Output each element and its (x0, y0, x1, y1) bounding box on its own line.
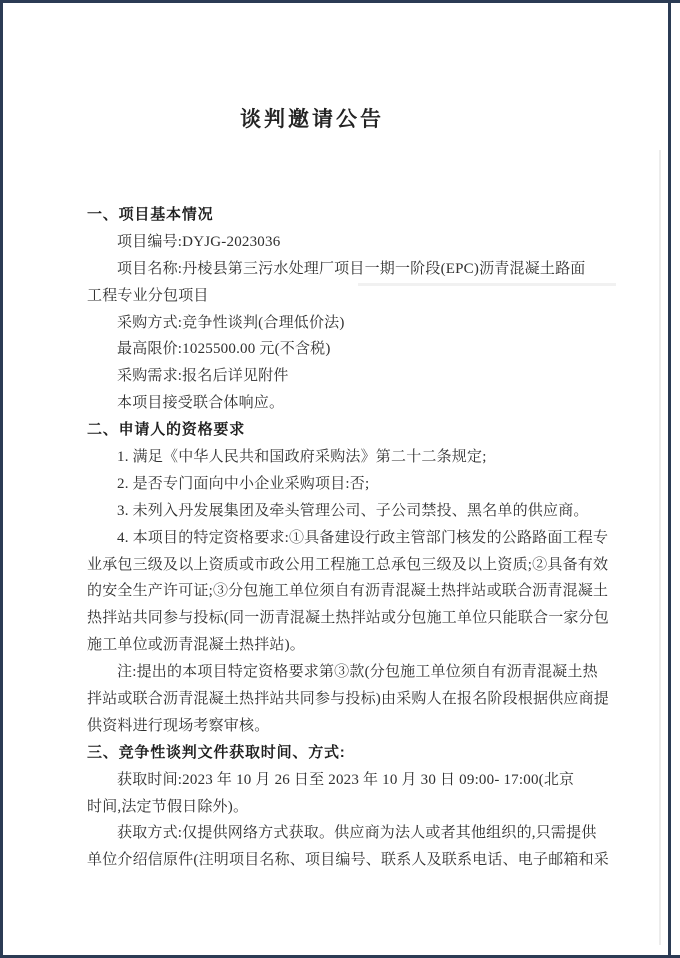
document-line: 拌站或联合沥青混凝土热拌站共同参与投标)由采购人在报名阶段根据供应商提 (87, 691, 609, 708)
document-line: 工程专业分包项目 (87, 287, 209, 304)
document-line: 采购需求:报名后详见附件 (117, 368, 289, 385)
document-line: 最高限价:1025500.00 元(不含税) (117, 341, 331, 358)
document-line: 热拌站共同参与投标(同一沥青混凝土热拌站或分包施工单位只能联合一家分包 (87, 610, 609, 627)
document-line: 时间,法定节假日除外)。 (87, 798, 249, 815)
document-line: 2. 是否专门面向中小企业采购项目:否; (117, 475, 370, 492)
document-line: 业承包三级及以上资质或市政公用工程施工总承包三级及以上资质;②具备有效 (87, 556, 609, 573)
scan-border-right (668, 0, 671, 958)
document-line: 获取方式:仅提供网络方式获取。供应商为法人或者其他组织的,只需提供 (117, 825, 597, 842)
document-line: 1. 满足《中华人民共和国政府采购法》第二十二条规定; (117, 449, 487, 466)
document-line: 项目名称:丹棱县第三污水处理厂项目一期一阶段(EPC)沥青混凝土路面 (117, 260, 586, 277)
document-line: 供资料进行现场考察审核。 (87, 717, 270, 734)
document-title: 谈判邀请公告 (240, 107, 384, 131)
scan-artifact-vline (659, 150, 661, 945)
document-line: 一、项目基本情况 (87, 206, 214, 223)
document-line: 本项目接受联合体响应。 (117, 395, 285, 412)
document-line: 4. 本项目的特定资格要求:①具备建设行政主管部门核发的公路路面工程专 (117, 529, 609, 546)
document-line: 项目编号:DYJG-2023036 (117, 233, 281, 250)
document-line: 施工单位或沥青混凝土热拌站)。 (87, 637, 305, 654)
document-line: 单位介绍信原件(注明项目名称、项目编号、联系人及联系电话、电子邮箱和采 (87, 852, 609, 869)
document-line: 获取时间:2023 年 10 月 26 日至 2023 年 10 月 30 日 09:00- 17:00(北京 (117, 771, 575, 788)
document-line: 采购方式:竞争性谈判(合理低价法) (117, 314, 345, 331)
document-line: 注:提出的本项目特定资格要求第③款(分包施工单位须自有沥青混凝土热 (117, 664, 598, 681)
document-line: 三、竞争性谈判文件获取时间、方式: (87, 743, 346, 761)
document-line: 的安全生产许可证;③分包施工单位须自有沥青混凝土热拌站或联合沥青混凝土 (87, 583, 609, 600)
document-body (87, 202, 632, 874)
document-line: 3. 未列入丹发展集团及牵头管理公司、子公司禁投、黑名单的供应商。 (117, 502, 589, 519)
document-line: 二、申请人的资格要求 (87, 421, 246, 439)
